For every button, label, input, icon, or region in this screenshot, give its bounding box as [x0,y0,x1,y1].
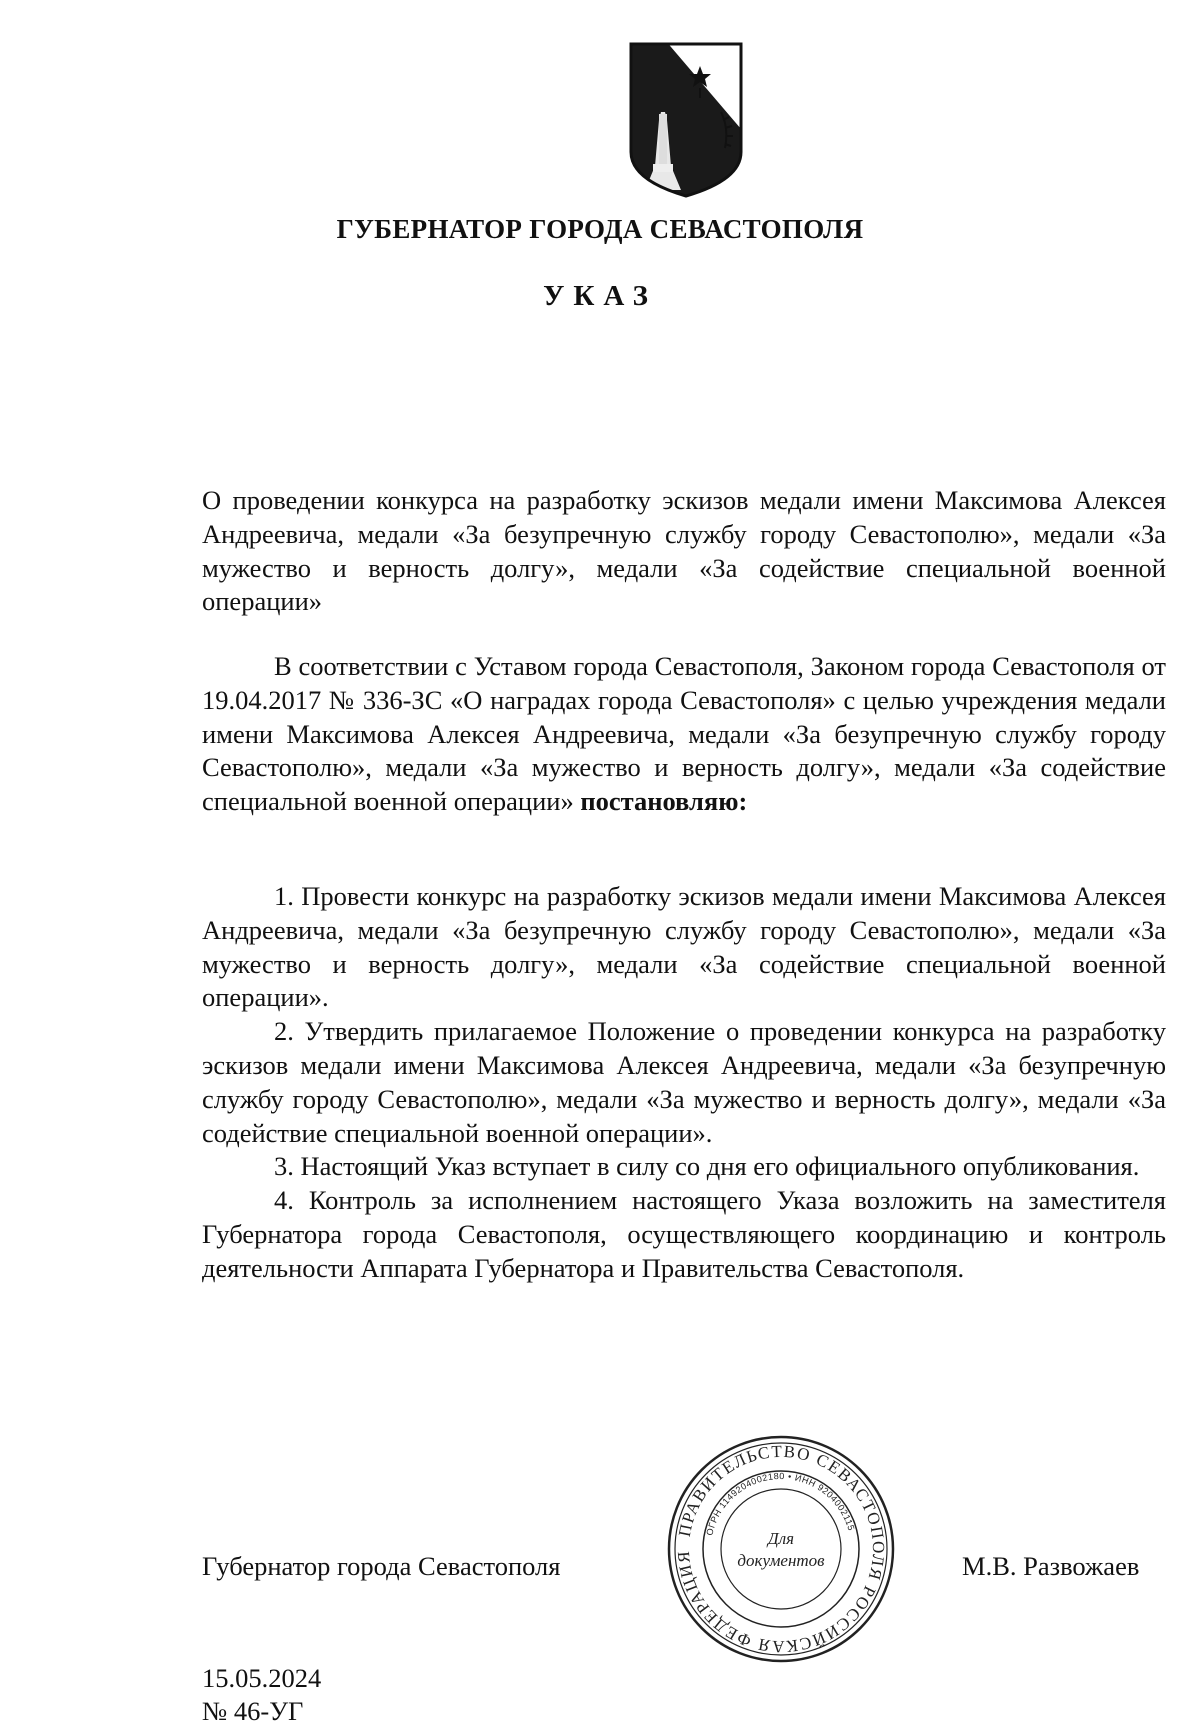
preamble-text: В соответствии с Уставом города Севастополя, Законом города Севастополя от 19.04.2017 № 336-ЗС «О наградах города Севастополя» с целью учреждения медали имени Максимова Алексея Андреевича, медали «За безупречную службу городу Севастополю», медали «За мужество и верность долгу», медали «За содействие специальной военной операции» [202,651,1166,817]
seal-center-line-1: Для [767,1529,795,1548]
decree-item: 4. Контроль за исполнением настоящего Указа возложить на заместителя Губернатора города Севастополя, осуществляющего координацию и контроль деятельности Аппарата Губернатора и Правительства Севастополя. [202,1185,1166,1283]
preamble [202,650,1166,819]
issuing-authority: ГУБЕРНАТОР ГОРОДА СЕВАСТОПОЛЯ [336,214,864,244]
decree-item: 1. Провести конкурс на разработку эскизов медали имени Максимова Алексея Андреевича, медали «За безупречную службу городу Севастополю», медали «За мужество и верность долгу», медали «За содействие специальной военной операции». [202,881,1166,1013]
document-type: УКАЗ [543,280,657,312]
decree-items [202,880,1166,1286]
signatory-position: Губернатор города Севастополя [202,1551,561,1581]
signatory-name: М.В. Развожаев [962,1551,1140,1581]
decree-title: О проведении конкурса на разработку эскизов медали имени Максимова Алексея Андреевича, медали «За безупречную службу городу Севастополю», медали «За мужество и верность долгу», медали «За содействие специальной военной операции» [202,485,1166,617]
seal-outer-text: ПРАВИТЕЛЬСТВО СЕВАСТОПОЛЯ РОССИЙСКАЯ ФЕДЕРАЦИЯ [673,1441,889,1657]
coat-of-arms-emblem [625,40,747,200]
document-date: 15.05.2024 [202,1663,322,1693]
document-number: № 46-УГ [202,1696,304,1726]
svg-text:ОГРН 1149204002180 • ИНН 92040 [704,1471,856,1536]
document-date-number [202,1662,321,1728]
decree-item: 3. Настоящий Указ вступает в силу со дня его официального опубликования. [274,1151,1140,1182]
official-seal-stamp [664,1432,898,1666]
decree-item: 2. Утвердить прилагаемое Положение о проведении конкурса на разработку эскизов медали имени Максимова Алексея Андреевича, медали «За безупречную службу городу Севастополю», медали «За мужество и верность долгу», медали «За содействие специальной военной операции». [202,1016,1166,1148]
resolve-word: постановляю: [580,786,748,817]
seal-inner-ring-text: ОГРН 1149204002180 • ИНН 9204002115 [704,1470,857,1537]
seal-center-line-2: документов [737,1551,825,1570]
